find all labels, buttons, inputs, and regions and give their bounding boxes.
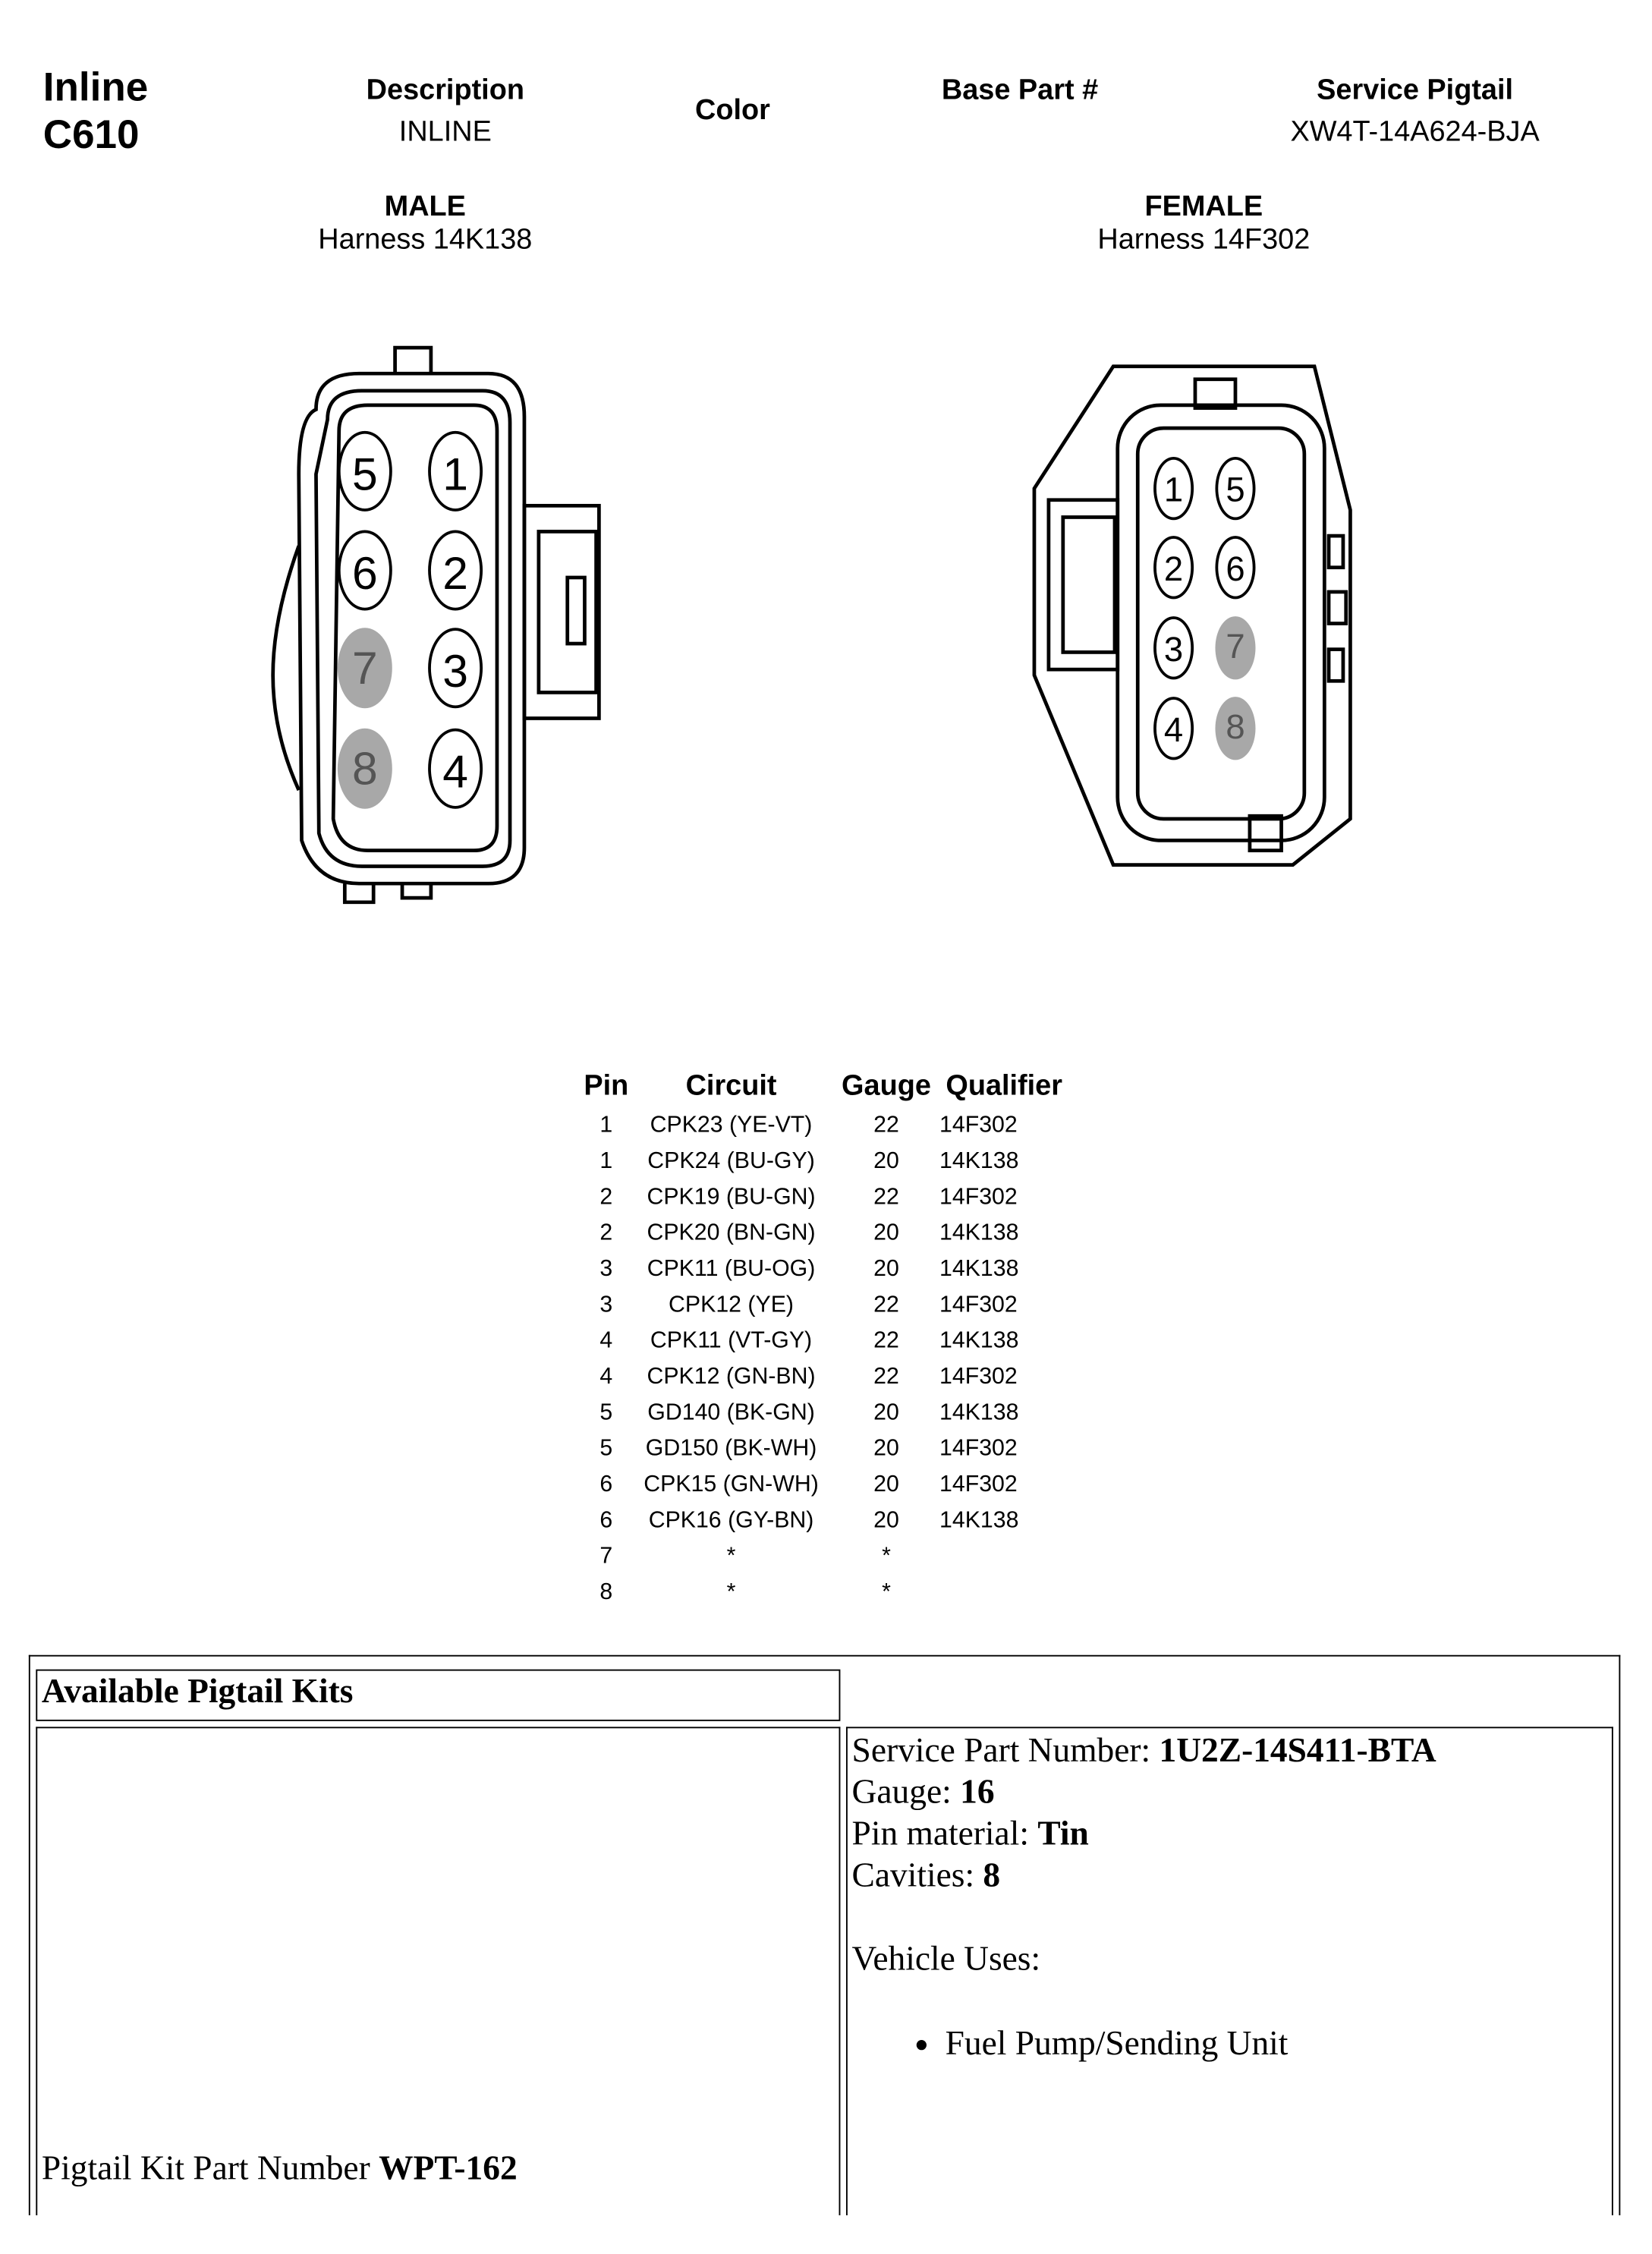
cell-pin: 2: [599, 1221, 613, 1246]
cell-pin: 5: [599, 1437, 613, 1462]
pigtail-kits-title: Available Pigtail Kits: [36, 1670, 840, 1721]
cell-circuit: CPK12 (GN-BN): [647, 1365, 816, 1390]
connector-id: C610: [42, 112, 140, 157]
cell-qualifier: 14K138: [939, 1508, 1019, 1533]
pin-material: Pin material: Tin: [851, 1815, 1089, 1853]
cell-qualifier: 14F302: [939, 1365, 1018, 1390]
cell-qualifier: 14F302: [939, 1292, 1018, 1317]
cell-gauge: 20: [873, 1400, 899, 1425]
cell-gauge: *: [882, 1544, 891, 1569]
header-gauge: Gauge: [842, 1070, 931, 1102]
service-pigtail-block: [1235, 74, 1594, 149]
cell-gauge: 20: [873, 1149, 899, 1174]
cell-qualifier: 14F302: [939, 1472, 1018, 1497]
pigtail-kit-cell: [36, 1727, 840, 2215]
male-harness: Harness 14K138: [318, 224, 533, 256]
cell-circuit: *: [726, 1544, 736, 1569]
cell-gauge: 20: [873, 1508, 899, 1533]
cell-pin: 6: [599, 1508, 613, 1533]
cell-circuit: GD140 (BK-GN): [647, 1400, 815, 1425]
male-title: MALE: [384, 190, 466, 223]
cell-gauge: 20: [873, 1221, 899, 1246]
male-pin-3: 3: [428, 628, 483, 708]
cell-gauge: 22: [873, 1113, 899, 1138]
cell-pin: 7: [599, 1544, 613, 1569]
cell-pin: 3: [599, 1292, 613, 1317]
cell-gauge: 20: [873, 1472, 899, 1497]
cell-pin: 2: [599, 1185, 613, 1210]
cell-pin: 1: [599, 1149, 613, 1174]
cell-gauge: 20: [873, 1437, 899, 1462]
cavities: Cavities: 8: [851, 1857, 1001, 1895]
male-pin-8: 8: [338, 729, 392, 809]
base-part-label: Base Part #: [941, 74, 1099, 107]
header-qualifier: Qualifier: [946, 1070, 1062, 1102]
female-pin-8: 8: [1215, 697, 1255, 760]
female-pin-3: 3: [1153, 616, 1194, 679]
male-connector-diagram: [259, 330, 632, 919]
cell-gauge: 20: [873, 1257, 899, 1282]
cell-gauge: 22: [873, 1185, 899, 1210]
male-pin-6: 6: [338, 530, 392, 611]
cell-gauge: *: [882, 1580, 891, 1605]
service-part-cell: [846, 1727, 1613, 2215]
cell-pin: 5: [599, 1400, 613, 1425]
header-circuit: Circuit: [685, 1070, 777, 1102]
female-pin-7: 7: [1215, 616, 1255, 679]
cell-pin: 4: [599, 1329, 613, 1354]
header-pin: Pin: [584, 1070, 629, 1102]
cell-circuit: CPK19 (BU-GN): [647, 1185, 816, 1210]
cell-qualifier: 14F302: [939, 1437, 1018, 1462]
male-pin-1: 1: [428, 431, 483, 512]
cell-gauge: 22: [873, 1292, 899, 1317]
cell-pin: 8: [599, 1580, 613, 1605]
cell-qualifier: 14K138: [939, 1400, 1019, 1425]
cell-circuit: CPK23 (YE-VT): [650, 1113, 813, 1138]
female-harness: Harness 14F302: [1097, 224, 1311, 256]
pigtail-kit-part-number: [42, 2151, 518, 2189]
service-pigtail-value: XW4T-14A624-BJA: [1290, 116, 1540, 148]
female-pin-5: 5: [1215, 457, 1255, 520]
female-pin-1: 1: [1153, 457, 1194, 520]
color-label: Color: [695, 94, 770, 127]
female-heading: [1060, 191, 1348, 257]
cell-circuit: CPK16 (GY-BN): [648, 1508, 814, 1533]
description-block: [302, 74, 590, 149]
male-pin-5: 5: [338, 431, 392, 512]
male-pin-7: 7: [338, 628, 392, 708]
female-pin-4: 4: [1153, 697, 1194, 760]
cell-gauge: 22: [873, 1365, 899, 1390]
cell-qualifier: 14F302: [939, 1113, 1018, 1138]
male-pin-2: 2: [428, 530, 483, 611]
service-part-number: Service Part Number: 1U2Z-14S411-BTA: [851, 1732, 1436, 1771]
vehicle-use-item: • Fuel Pump/Sending Unit: [946, 2024, 1608, 2066]
cell-circuit: CPK24 (BU-GY): [647, 1149, 815, 1174]
kit-label: Pigtail Kit Part Number: [41, 2150, 379, 2189]
cell-qualifier: 14F302: [939, 1185, 1018, 1210]
cell-pin: 6: [599, 1472, 613, 1497]
cell-circuit: CPK20 (BN-GN): [647, 1221, 816, 1246]
cell-circuit: CPK11 (VT-GY): [650, 1329, 813, 1354]
cell-circuit: CPK15 (GN-WH): [643, 1472, 819, 1497]
kit-value: WPT-162: [379, 2150, 518, 2189]
gauge: Gauge: 16: [851, 1774, 995, 1812]
cell-gauge: 22: [873, 1329, 899, 1354]
connector-title: [43, 63, 148, 158]
cell-pin: 4: [599, 1365, 613, 1390]
connector-type: Inline: [42, 65, 149, 109]
description-value: INLINE: [398, 116, 492, 148]
cell-circuit: CPK11 (BU-OG): [647, 1257, 816, 1282]
cell-qualifier: 14K138: [939, 1221, 1019, 1246]
vehicle-uses-label: Vehicle Uses:: [851, 1941, 1041, 1979]
cell-circuit: CPK12 (YE): [669, 1292, 795, 1317]
male-heading: [282, 191, 569, 257]
vehicle-uses-list: [852, 2024, 1608, 2066]
female-pin-6: 6: [1215, 536, 1255, 599]
description-label: Description: [366, 74, 524, 107]
cell-pin: 3: [599, 1257, 613, 1282]
male-pin-4: 4: [428, 729, 483, 809]
cell-qualifier: 14K138: [939, 1257, 1019, 1282]
service-pigtail-label: Service Pigtail: [1317, 74, 1514, 107]
female-connector-diagram: [1005, 345, 1379, 890]
female-title: FEMALE: [1144, 190, 1263, 223]
cell-circuit: GD150 (BK-WH): [645, 1437, 817, 1462]
cell-circuit: *: [726, 1580, 736, 1605]
female-pin-2: 2: [1153, 536, 1194, 599]
cell-pin: 1: [599, 1113, 613, 1138]
cell-qualifier: 14K138: [939, 1149, 1019, 1174]
cell-qualifier: 14K138: [939, 1329, 1019, 1354]
